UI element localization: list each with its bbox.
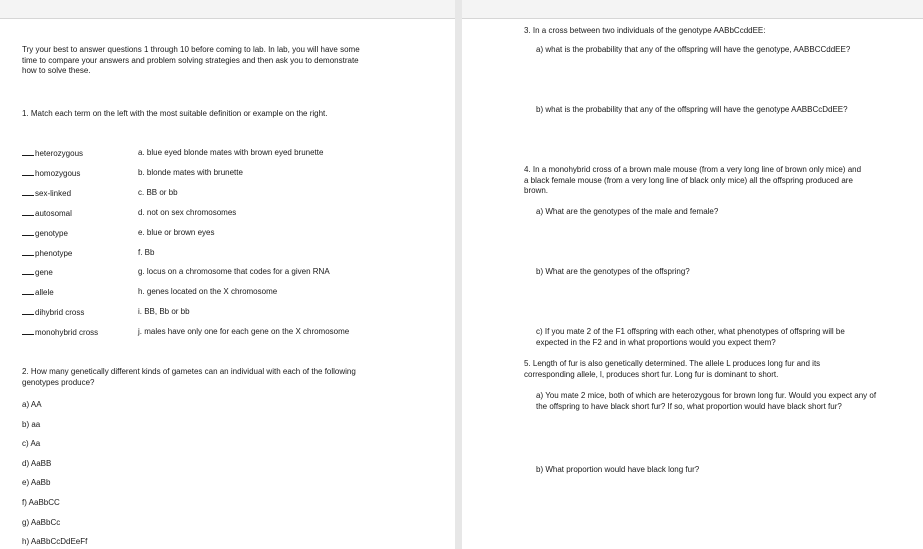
term-label: homozygous — [35, 168, 81, 178]
answer-blank[interactable] — [22, 307, 34, 315]
matching-term — [22, 208, 72, 220]
question-4c: c) If you mate 2 of the F1 offspring with each other, what phenotypes of offspring will be expected in the F2 and in what proportions would you expect them? — [536, 327, 845, 347]
term-label: sex-linked — [35, 188, 72, 198]
question-4b: b) What are the genotypes of the offspring? — [536, 267, 690, 276]
answer-blank[interactable] — [22, 267, 34, 275]
answer-blank[interactable] — [22, 168, 34, 176]
matching-definition: b. blonde mates with brunette — [138, 167, 243, 177]
question-4a: a) What are the genotypes of the male and female? — [536, 207, 719, 216]
term-label: monohybrid cross — [35, 328, 99, 338]
term-label: genotype — [35, 228, 68, 238]
term-label: phenotype — [35, 248, 73, 258]
matching-term — [22, 248, 72, 260]
answer-blank[interactable] — [22, 327, 34, 335]
answer-blank[interactable] — [22, 228, 34, 236]
question-3-prompt: 3. In a cross between two individuals of the genotype AABbCcddEE: — [524, 26, 766, 35]
question-4-prompt: 4. In a monohybrid cross of a brown male mouse (from a very long line of brown only mice) and a black female mouse (from a very long line of black only mice) all the offspring produced are brown. — [524, 165, 862, 195]
term-label: autosomal — [35, 208, 72, 218]
answer-blank[interactable] — [22, 287, 34, 295]
genotype-item: b) aa — [22, 419, 41, 429]
matching-definition: i. BB, Bb or bb — [138, 307, 190, 317]
genotype-item: d) AaBB — [22, 458, 52, 468]
matching-definition: a. blue eyed blonde mates with brown eyed brunette — [138, 148, 324, 157]
genotype-item: f) AaBbCC — [22, 498, 60, 507]
genotype-item: a) AA — [22, 400, 42, 409]
term-label: heterozygous — [35, 149, 84, 158]
term-label: allele — [35, 288, 54, 298]
term-label: dihybrid cross — [35, 308, 85, 318]
matching-term — [22, 287, 54, 299]
answer-blank[interactable] — [22, 248, 34, 256]
matching-term — [22, 148, 83, 160]
matching-definition: h. genes located on the X chromosome — [138, 287, 278, 297]
term-label: gene — [35, 268, 53, 278]
question-5a: a) You mate 2 mice, both of which are heterozygous for brown long fur. Would you expect any of the offspring to have black short fur? If so, what proportion would have black short fur? — [536, 391, 877, 411]
page-top-margin — [462, 0, 923, 19]
matching-definition: e. blue or brown eyes — [138, 227, 215, 237]
question-5-prompt: 5. Length of fur is also genetically determined. The allele L produces long fur and its corresponding allele, l, produces short fur. Long fur is dominant to short. — [524, 359, 821, 379]
genotype-item: g) AaBbCc — [22, 517, 61, 527]
matching-definition: j. males have only one for each gene on the X chromosome — [138, 327, 350, 337]
question-2-prompt: 2. How many genetically different kinds of gametes can an individual with each of the following genotypes produce? — [22, 367, 356, 387]
answer-blank[interactable] — [22, 208, 34, 216]
matching-definition: f. Bb — [138, 247, 155, 257]
intro-paragraph: Try your best to answer questions 1 through 10 before coming to lab. In lab, you will have some time to compare your answers and problem solving strategies and then ask you to demonstrate how to solve these. — [22, 45, 360, 75]
genotype-item: c) Aa — [22, 439, 41, 449]
matching-term — [22, 188, 71, 200]
matching-definition: d. not on sex chromosomes — [138, 207, 237, 217]
matching-definition: c. BB or bb — [138, 187, 178, 197]
answer-blank[interactable] — [22, 188, 34, 196]
question-5b: b) What proportion would have black long fur? — [536, 465, 700, 474]
genotype-item: h) AaBbCcDdEeFf — [22, 537, 88, 547]
matching-term — [22, 327, 98, 339]
matching-term — [22, 228, 68, 240]
right-document-page — [462, 0, 923, 549]
answer-blank[interactable] — [22, 148, 34, 156]
question-3a: a) what is the probability that any of the offspring will have the genotype, AABBCCddEE? — [536, 45, 851, 54]
matching-term — [22, 307, 84, 319]
genotype-item: e) AaBb — [22, 478, 51, 488]
page-top-margin — [0, 0, 455, 19]
left-document-page — [0, 0, 455, 549]
question-3b: b) what is the probability that any of the offspring will have the genotype AABBCcDdEE? — [536, 105, 848, 114]
matching-term — [22, 168, 80, 180]
matching-term — [22, 267, 53, 279]
matching-definition: g. locus on a chromosome that codes for a given RNA — [138, 267, 330, 277]
question-1-prompt: 1. Match each term on the left with the most suitable definition or example on the right. — [22, 109, 328, 118]
